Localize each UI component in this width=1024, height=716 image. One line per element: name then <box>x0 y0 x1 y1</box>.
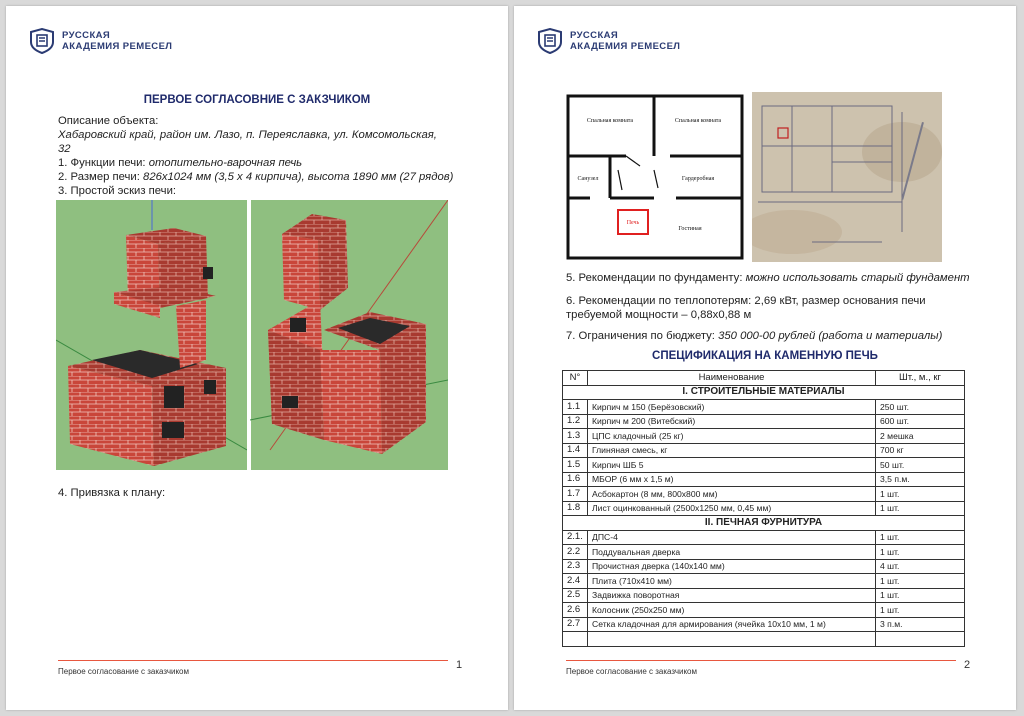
table-cell-name: Плита (710х410 мм) <box>588 574 876 589</box>
table-cell-name: Асбокартон (8 мм, 800х800 мм) <box>588 487 876 502</box>
item-1-value: отопительно-варочная печь <box>148 157 303 169</box>
table-cell-name: Кирпич м 150 (Берёзовский) <box>588 400 876 415</box>
header-name: Наименование <box>588 371 876 386</box>
table-section-row <box>563 516 965 531</box>
item-2 <box>58 170 453 184</box>
item-3-label: 3. Простой эскиз печи: <box>58 185 177 197</box>
item-5-value: можно использовать старый фундамент <box>745 272 970 284</box>
item-6-line-2: требуемой мощности – 0,88х0,88 м <box>566 309 752 321</box>
plan-stove-label: Печь <box>626 220 640 226</box>
section-1-title: I. СТРОИТЕЛЬНЫЕ МАТЕРИАЛЫ <box>563 385 965 400</box>
item-7-label: 7. Ограничения по бюджету: <box>566 330 719 342</box>
table-cell-num: 2.5 <box>563 588 588 603</box>
document-page-2 <box>514 6 1016 710</box>
spec-table <box>562 370 965 647</box>
page-footer: Первое согласование с заказчиком <box>58 667 189 676</box>
table-cell-qty: 50 шт. <box>876 458 965 473</box>
table-row <box>563 559 965 574</box>
section-2-title: II. ПЕЧНАЯ ФУРНИТУРА <box>563 516 965 531</box>
table-cell-name <box>588 632 876 647</box>
plan-room-living: Гостиная <box>678 226 702 232</box>
stove-sketch-back <box>250 200 448 470</box>
table-cell-num: 2.3 <box>563 559 588 574</box>
table-cell-num: 1.4 <box>563 443 588 458</box>
item-2-value: 826х1024 мм (3,5 х 4 кирпича), высота 1890 мм (27 рядов) <box>143 171 454 183</box>
table-cell-num: 1.5 <box>563 458 588 473</box>
logo-line-2: АКАДЕМИЯ РЕМЕСЕЛ <box>62 41 173 52</box>
table-cell-qty: 1 шт. <box>876 545 965 560</box>
table-cell-num: 2.2 <box>563 545 588 560</box>
table-cell-name: Кирпич ШБ 5 <box>588 458 876 473</box>
object-address-line-2: 32 <box>58 143 71 155</box>
plan-room-bedroom-1: Спальная комната <box>586 118 634 124</box>
plan-room-wardrobe: Гардеробная <box>681 176 715 182</box>
table-cell-name: Кирпич м 200 (Витебский) <box>588 414 876 429</box>
table-row <box>563 574 965 589</box>
table-cell-name: Лист оцинкованный (2500х1250 мм, 0,45 мм) <box>588 501 876 516</box>
table-cell-num: 1.1 <box>563 400 588 415</box>
table-cell-qty: 1 шт. <box>876 603 965 618</box>
page-footer: Первое согласование с заказчиком <box>566 667 697 676</box>
table-cell-qty: 3,5 п.м. <box>876 472 965 487</box>
table-row <box>563 429 965 444</box>
table-cell-qty: 1 шт. <box>876 574 965 589</box>
table-row <box>563 603 965 618</box>
table-cell-name: Глиняная смесь, кг <box>588 443 876 458</box>
table-cell-name: ЦПС кладочный (25 кг) <box>588 429 876 444</box>
logo-line-1: РУССКАЯ <box>62 30 111 41</box>
plan-room-bathroom: Санузел <box>577 176 599 182</box>
table-row <box>563 458 965 473</box>
table-cell-num: 1.3 <box>563 429 588 444</box>
table-cell-qty: 4 шт. <box>876 559 965 574</box>
item-6-line-1: 6. Рекомендации по теплопотерям: 2,69 кВт, размер основания печи <box>566 295 926 307</box>
spec-title: СПЕЦИФИКАЦИЯ НА КАМЕННУЮ ПЕЧЬ <box>652 350 878 362</box>
item-5-label: 5. Рекомендации по фундаменту: <box>566 272 746 284</box>
page-number: 2 <box>964 659 971 671</box>
table-header-row <box>563 371 965 386</box>
header-qty: Шт., м., кг <box>876 371 965 386</box>
table-cell-qty <box>876 632 965 647</box>
table-cell-name: Задвижка поворотная <box>588 588 876 603</box>
item-5 <box>566 271 970 285</box>
table-cell-num: 2.4 <box>563 574 588 589</box>
plan-photo <box>752 92 942 262</box>
footer-divider <box>566 660 956 661</box>
table-row <box>563 487 965 502</box>
table-cell-num: 1.6 <box>563 472 588 487</box>
logo-line-2: АКАДЕМИЯ РЕМЕСЕЛ <box>570 41 681 52</box>
table-cell-qty: 3 п.м. <box>876 617 965 632</box>
table-cell-num: 1.8 <box>563 501 588 516</box>
table-cell-qty: 700 кг <box>876 443 965 458</box>
table-cell-name: Сетка кладочная для армирования (ячейка 10х10 мм, 1 м) <box>588 617 876 632</box>
table-cell-qty: 1 шт. <box>876 501 965 516</box>
table-cell-num: 2.6 <box>563 603 588 618</box>
footer-divider <box>58 660 448 661</box>
table-cell-num <box>563 632 588 647</box>
page-number: 1 <box>456 659 463 671</box>
table-row-empty <box>563 632 965 647</box>
table-row <box>563 588 965 603</box>
table-cell-name: Поддувальная дверка <box>588 545 876 560</box>
plan-room-bedroom-2: Спальная комната <box>674 118 722 124</box>
table-cell-qty: 2 мешка <box>876 429 965 444</box>
page-title: ПЕРВОЕ СОГЛАСОВНИЕ С ЗАКЗЧИКОМ <box>143 94 371 106</box>
table-cell-qty: 600 шт. <box>876 414 965 429</box>
object-address-line-1: Хабаровский край, район им. Лазо, п. Переяславка, ул. Комсомольская, <box>58 129 437 141</box>
table-row <box>563 472 965 487</box>
table-cell-qty: 1 шт. <box>876 487 965 502</box>
table-cell-num: 1.7 <box>563 487 588 502</box>
document-page-1 <box>6 6 508 710</box>
table-cell-qty: 250 шт. <box>876 400 965 415</box>
table-cell-qty: 1 шт. <box>876 588 965 603</box>
object-description-label: Описание объекта: <box>58 115 159 127</box>
table-cell-name: Колосник (250х250 мм) <box>588 603 876 618</box>
table-cell-num: 2.7 <box>563 617 588 632</box>
table-cell-name: ДПС-4 <box>588 530 876 545</box>
table-row <box>563 530 965 545</box>
stove-sketch-front <box>56 200 247 470</box>
academy-emblem-icon <box>536 28 564 54</box>
table-row <box>563 400 965 415</box>
table-row <box>563 545 965 560</box>
item-1 <box>58 156 302 170</box>
academy-emblem-icon <box>28 28 56 54</box>
item-2-label: 2. Размер печи: <box>58 171 144 183</box>
item-7 <box>566 329 942 343</box>
table-row <box>563 501 965 516</box>
table-cell-name: Прочистная дверка (140х140 мм) <box>588 559 876 574</box>
item-7-value: 350 000-00 рублей (работа и материалы) <box>718 330 943 342</box>
table-cell-num: 2.1. <box>563 530 588 545</box>
academy-logo <box>28 28 172 54</box>
item-4-label: 4. Привязка к плану: <box>58 487 166 499</box>
table-row <box>563 443 965 458</box>
floor-plan <box>566 94 746 262</box>
table-cell-num: 1.2 <box>563 414 588 429</box>
table-row <box>563 414 965 429</box>
academy-logo <box>536 28 680 54</box>
table-cell-name: МБОР (6 мм х 1,5 м) <box>588 472 876 487</box>
logo-line-1: РУССКАЯ <box>570 30 619 41</box>
table-section-row <box>563 385 965 400</box>
table-row <box>563 617 965 632</box>
item-1-label: 1. Функции печи: <box>58 157 149 169</box>
header-num: N° <box>563 371 588 386</box>
table-cell-qty: 1 шт. <box>876 530 965 545</box>
